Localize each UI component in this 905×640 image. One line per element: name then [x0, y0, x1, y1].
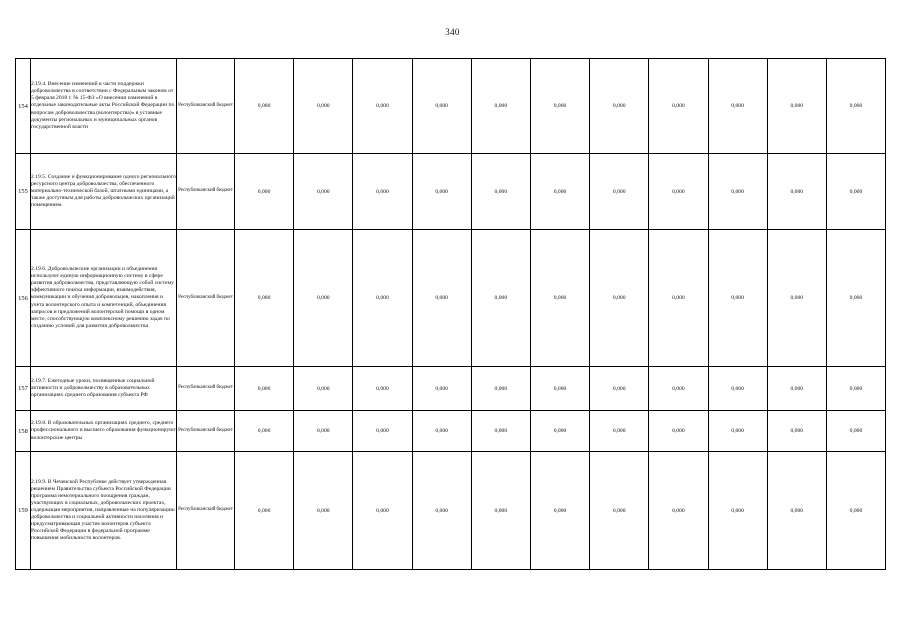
budget-value-cell: 0,000: [530, 230, 589, 367]
budget-value-cell: 0,000: [767, 59, 826, 154]
row-number: 159: [16, 452, 31, 570]
funding-source: Республиканский бюджет: [177, 154, 235, 230]
budget-value-cell: 0,000: [708, 154, 767, 230]
table-row: [16, 230, 886, 367]
budget-value-cell: 0,000: [294, 154, 353, 230]
measure-description: 2.19.5. Создание и функционирование одного регионального ресурсного центра добровольчества, обеспеченного материально-технической базой, штатными единицами, а также доступным для работы добровольческих организаций помещением: [31, 154, 177, 230]
funding-source: Республиканский бюджет: [177, 452, 235, 570]
budget-value-cell: 0,000: [471, 230, 530, 367]
budget-value-cell: 0,000: [708, 452, 767, 570]
budget-value-cell: 0,000: [471, 59, 530, 154]
budget-value-cell: 0,000: [353, 154, 412, 230]
table-row: [16, 367, 886, 411]
budget-value-cell: 0,000: [590, 411, 649, 452]
budget-value-cell: 0,000: [826, 59, 885, 154]
table-row: [16, 411, 886, 452]
row-number: 156: [16, 230, 31, 367]
budget-value-cell: 0,000: [294, 367, 353, 411]
budget-value-cell: 0,000: [767, 154, 826, 230]
budget-value-cell: 0,000: [412, 367, 471, 411]
budget-value-cell: 0,000: [235, 411, 294, 452]
budget-value-cell: 0,000: [412, 452, 471, 570]
budget-value-cell: 0,000: [235, 367, 294, 411]
budget-value-cell: 0,000: [590, 154, 649, 230]
budget-value-cell: 0,000: [708, 59, 767, 154]
table-row: [16, 452, 886, 570]
budget-value-cell: 0,000: [471, 411, 530, 452]
budget-value-cell: 0,000: [294, 230, 353, 367]
budget-value-cell: 0,000: [590, 59, 649, 154]
budget-value-cell: 0,000: [708, 367, 767, 411]
budget-value-cell: 0,000: [530, 411, 589, 452]
budget-value-cell: 0,000: [767, 411, 826, 452]
budget-value-cell: 0,000: [353, 59, 412, 154]
budget-value-cell: 0,000: [767, 367, 826, 411]
budget-value-cell: 0,000: [590, 452, 649, 570]
budget-value-cell: 0,000: [353, 230, 412, 367]
measure-description: 2.19.6. Добровольческие организации и объединения используют единую информационную систему в сфере развития добровольчества, представляющую собой систему эффективного поиска информации, взаимодействия, коммуникации и обучения добровольцев, накопления и учета волонтерского опыта и компетенций, объединения запросов и предложений волонтерской помощи в одном месте, способствующую комплексному решению задач по созданию условий для развития добровольчества: [31, 230, 177, 367]
budget-value-cell: 0,000: [235, 154, 294, 230]
budget-value-cell: 0,000: [826, 230, 885, 367]
row-number: 154: [16, 59, 31, 154]
measure-description: 2.19.9. В Чеченской Республике действует утвержденная решением Правительства субъекта Российской Федерации программа немотериального поощрения граждан, участвующих в социальных, добровольческих проектах, содержащая мероприятия, направленные на популяризацию добровольчества и социальной активности населения и предусматривающая участие волонтеров субъекта Российской Федерации в федеральной программе повышения мобильности волонтеров.: [31, 452, 177, 570]
budget-value-cell: 0,000: [767, 452, 826, 570]
budget-value-cell: 0,000: [826, 452, 885, 570]
funding-source: Республиканский бюджет: [177, 411, 235, 452]
budget-value-cell: 0,000: [649, 154, 708, 230]
budget-value-cell: 0,000: [235, 59, 294, 154]
budget-value-cell: 0,000: [471, 367, 530, 411]
budget-value-cell: 0,000: [412, 411, 471, 452]
budget-value-cell: 0,000: [235, 230, 294, 367]
budget-value-cell: 0,000: [708, 411, 767, 452]
measure-description: 2.19.8. В образовательных организациях среднего, среднего профессионального и высшего образования функционируют волонтерские центры: [31, 411, 177, 452]
row-number: 158: [16, 411, 31, 452]
row-number: 155: [16, 154, 31, 230]
budget-value-cell: 0,000: [471, 452, 530, 570]
budget-value-cell: 0,000: [649, 59, 708, 154]
budget-value-cell: 0,000: [530, 452, 589, 570]
row-number: 157: [16, 367, 31, 411]
budget-value-cell: 0,000: [412, 154, 471, 230]
budget-value-cell: 0,000: [412, 230, 471, 367]
funding-source: Республиканский бюджет: [177, 367, 235, 411]
budget-value-cell: 0,000: [294, 59, 353, 154]
funding-source: Республиканский бюджет: [177, 230, 235, 367]
budget-value-cell: 0,000: [530, 154, 589, 230]
budget-value-cell: 0,000: [530, 367, 589, 411]
budget-value-cell: 0,000: [649, 452, 708, 570]
budget-value-cell: 0,000: [530, 59, 589, 154]
budget-value-cell: 0,000: [294, 411, 353, 452]
budget-table: [15, 58, 886, 570]
budget-value-cell: 0,000: [708, 230, 767, 367]
measure-description: 2.19.4. Внесение изменений в части поддержки добровольчества в соответствии с Федеральным законом от 5 февраля 2018 г. № 15-ФЗ «О внесении изменений в отдельные законодательные акты Российской Федерации по вопросам добровольчества (волонтерства)» в уставные документы региональных и муниципальных органов государственной власти: [31, 59, 177, 154]
budget-value-cell: 0,000: [412, 59, 471, 154]
table-row: [16, 154, 886, 230]
budget-value-cell: 0,000: [353, 411, 412, 452]
budget-value-cell: 0,000: [353, 452, 412, 570]
budget-value-cell: 0,000: [826, 411, 885, 452]
budget-value-cell: 0,000: [649, 367, 708, 411]
budget-value-cell: 0,000: [235, 452, 294, 570]
budget-value-cell: 0,000: [590, 230, 649, 367]
budget-value-cell: 0,000: [767, 230, 826, 367]
funding-source: Республиканский бюджет: [177, 59, 235, 154]
budget-value-cell: 0,000: [826, 154, 885, 230]
budget-value-cell: 0,000: [294, 452, 353, 570]
budget-value-cell: 0,000: [590, 367, 649, 411]
budget-value-cell: 0,000: [649, 411, 708, 452]
measure-description: 2.19.7. Ежегодные уроки, посвященные социальной активности и добровольчеству в образовательных организациях среднего образования субъекта РФ: [31, 367, 177, 411]
budget-value-cell: 0,000: [353, 367, 412, 411]
budget-value-cell: 0,000: [826, 367, 885, 411]
budget-value-cell: 0,000: [471, 154, 530, 230]
page-number: 340: [445, 27, 460, 37]
table-row: [16, 59, 886, 154]
budget-value-cell: 0,000: [649, 230, 708, 367]
